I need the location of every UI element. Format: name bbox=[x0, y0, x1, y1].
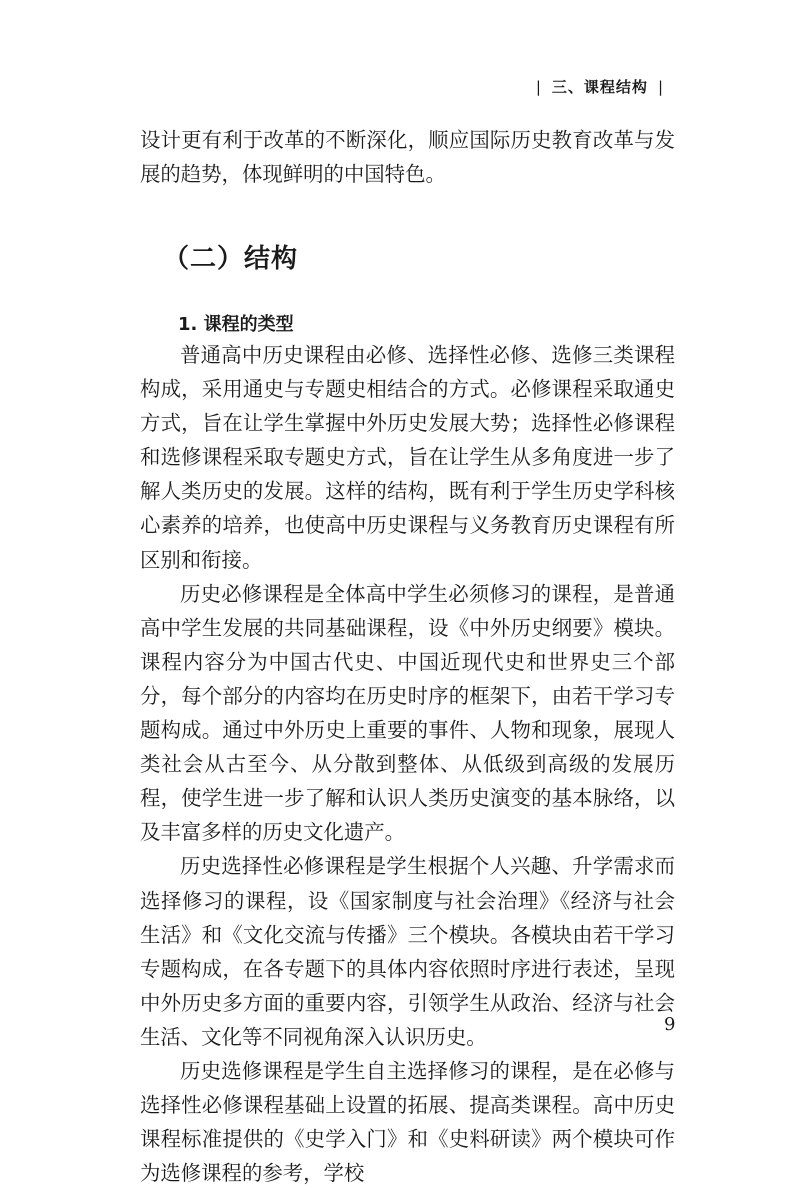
paragraph-compulsory-course: 历史必修课程是全体高中学生必须修习的课程，是普通高中学生发展的共同基础课程，设《中外历史纲要》模块。课程内容分为中国古代史、中国近现代史和世界史三个部分，每个部分的内容均在历史时序的框架下，由若干学习专题构成。通过中外历史上重要的事件、人物和现象，展现人类社会从古至今、从分散到整体、从低级到高级的发展历程，使学生进一步了解和认识人类历史演变的基本脉络，以及丰富多样的历史文化遗产。 bbox=[140, 581, 675, 845]
page-number: 9 bbox=[664, 1014, 676, 1035]
header-divider-left: | bbox=[535, 78, 542, 96]
paragraph-elective-course: 历史选修课程是学生自主选择修习的课程，是在必修与选择性必修课程基础上设置的拓展、提高类课程。高中历史课程标准提供的《史学入门》和《史料研读》两个模块可作为选修课程的参考，学校 bbox=[140, 1058, 675, 1186]
header-section-label: 三、课程结构 bbox=[551, 78, 648, 96]
paragraph-selective-compulsory-course: 历史选择性必修课程是学生根据个人兴趣、升学需求而选择修习的课程，设《国家制度与社会治理》《经济与社会生活》和《文化交流与传播》三个模块。各模块由若干学习专题构成，在各专题下的具体内容依照时序进行表述，呈现中外历史多方面的重要内容，引领学生从政治、经济与社会生活、文化等不同视角深入认识历史。 bbox=[140, 854, 675, 1049]
intro-paragraph: 设计更有利于改革的不断深化，顺应国际历史教育改革与发展的趋势，体现鲜明的中国特色。 bbox=[140, 128, 675, 187]
main-text-block bbox=[140, 338, 675, 1190]
section-title: （二）结构 bbox=[163, 244, 299, 274]
paragraph-course-types: 普通高中历史课程由必修、选择性必修、选修三类课程构成，采用通史与专题史相结合的方式。必修课程采取通史方式，旨在让学生掌握中外历史发展大势；选择性必修课程和选修课程采取专题史方式，旨在让学生从多角度进一步了解人类历史的发展。这样的结构，既有利于学生历史学科核心素养的培养，也使高中历史课程与义务教育历史课程有所区别和衔接。 bbox=[140, 343, 675, 572]
header-divider-right: | bbox=[657, 78, 664, 96]
running-header bbox=[526, 76, 674, 97]
subsection-title: 1. 课程的类型 bbox=[178, 314, 294, 335]
intro-text-block bbox=[140, 123, 675, 191]
